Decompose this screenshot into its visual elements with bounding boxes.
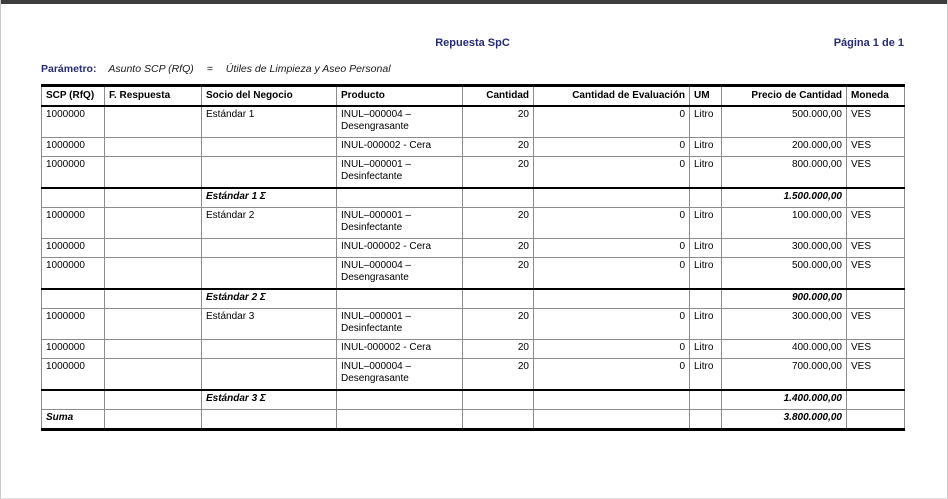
cell-cantidad: 20 xyxy=(463,208,534,239)
cell-producto xyxy=(337,390,463,410)
table-row xyxy=(42,157,905,189)
column-header-um: UM xyxy=(690,86,722,107)
cell-precio-de-cantidad: 700.000,00 xyxy=(722,359,847,391)
cell-producto: INUL–000004 – Desengrasante xyxy=(337,359,463,391)
cell-um: Litro xyxy=(690,157,722,189)
cell-cantidad-de-evaluacion: 0 xyxy=(534,340,690,359)
cell-socio-del-negocio xyxy=(202,410,337,430)
cell-socio-del-negocio xyxy=(202,157,337,189)
cell-scp-rfq: 1000000 xyxy=(42,138,105,157)
cell-cantidad-de-evaluacion: 0 xyxy=(534,208,690,239)
cell-cantidad-de-evaluacion: 0 xyxy=(534,359,690,391)
cell-socio-del-negocio: Estándar 1 Σ xyxy=(202,188,337,208)
cell-socio-del-negocio xyxy=(202,138,337,157)
table-header xyxy=(42,86,905,107)
cell-socio-del-negocio: Estándar 3 Σ xyxy=(202,390,337,410)
column-header-cantidad-de-evaluacion: Cantidad de Evaluación xyxy=(534,86,690,107)
cell-producto: INUL-000002 - Cera xyxy=(337,138,463,157)
column-header-cantidad: Cantidad xyxy=(463,86,534,107)
cell-um: Litro xyxy=(690,359,722,391)
table-row xyxy=(42,309,905,340)
cell-f-respuesta xyxy=(105,157,202,189)
cell-precio-de-cantidad: 500.000,00 xyxy=(722,258,847,290)
cell-cantidad: 20 xyxy=(463,258,534,290)
cell-scp-rfq xyxy=(42,188,105,208)
cell-moneda xyxy=(847,188,905,208)
table-row-subtotal xyxy=(42,289,905,309)
cell-cantidad: 20 xyxy=(463,157,534,189)
cell-producto: INUL-000002 - Cera xyxy=(337,239,463,258)
cell-precio-de-cantidad: 400.000,00 xyxy=(722,340,847,359)
parameter-line xyxy=(41,63,904,76)
parameter-name: Asunto SCP (RfQ) xyxy=(108,63,194,75)
cell-producto: INUL–000001 – Desinfectante xyxy=(337,157,463,189)
cell-moneda: VES xyxy=(847,106,905,138)
cell-cantidad: 20 xyxy=(463,138,534,157)
cell-cantidad: 20 xyxy=(463,359,534,391)
cell-cantidad xyxy=(463,289,534,309)
cell-precio-de-cantidad: 800.000,00 xyxy=(722,157,847,189)
cell-cantidad-de-evaluacion: 0 xyxy=(534,309,690,340)
cell-cantidad-de-evaluacion: 0 xyxy=(534,138,690,157)
column-header-precio-de-cantidad: Precio de Cantidad xyxy=(722,86,847,107)
page-indicator: Página 1 de 1 xyxy=(833,37,904,49)
cell-um: Litro xyxy=(690,106,722,138)
cell-f-respuesta xyxy=(105,208,202,239)
cell-moneda: VES xyxy=(847,340,905,359)
table-header-row xyxy=(42,86,905,107)
cell-producto: INUL–000004 – Desengrasante xyxy=(337,258,463,290)
table-row xyxy=(42,106,905,138)
cell-socio-del-negocio: Estándar 2 xyxy=(202,208,337,239)
cell-producto: INUL–000001 – Desinfectante xyxy=(337,208,463,239)
cell-scp-rfq: 1000000 xyxy=(42,258,105,290)
cell-precio-de-cantidad: 1.500.000,00 xyxy=(722,188,847,208)
table-row xyxy=(42,340,905,359)
cell-cantidad-de-evaluacion: 0 xyxy=(534,157,690,189)
cell-moneda: VES xyxy=(847,239,905,258)
cell-cantidad: 20 xyxy=(463,106,534,138)
cell-moneda xyxy=(847,390,905,410)
parameter-label: Parámetro: xyxy=(41,63,97,75)
column-header-moneda: Moneda xyxy=(847,86,905,107)
table-row xyxy=(42,208,905,239)
cell-moneda xyxy=(847,410,905,430)
cell-cantidad-de-evaluacion: 0 xyxy=(534,239,690,258)
table-row xyxy=(42,138,905,157)
cell-scp-rfq: 1000000 xyxy=(42,106,105,138)
cell-f-respuesta xyxy=(105,106,202,138)
report-title: Repuesta SpC xyxy=(435,37,510,49)
cell-producto: INUL–000001 – Desinfectante xyxy=(337,309,463,340)
column-header-scp-rfq: SCP (RfQ) xyxy=(42,86,105,107)
table-row xyxy=(42,359,905,391)
cell-scp-rfq xyxy=(42,390,105,410)
cell-socio-del-negocio: Estándar 1 xyxy=(202,106,337,138)
cell-cantidad-de-evaluacion xyxy=(534,410,690,430)
cell-producto: INUL-000002 - Cera xyxy=(337,340,463,359)
cell-um xyxy=(690,289,722,309)
cell-scp-rfq: 1000000 xyxy=(42,359,105,391)
table-row-subtotal xyxy=(42,390,905,410)
cell-um: Litro xyxy=(690,340,722,359)
cell-um: Litro xyxy=(690,309,722,340)
cell-precio-de-cantidad: 500.000,00 xyxy=(722,106,847,138)
cell-f-respuesta xyxy=(105,188,202,208)
cell-scp-rfq: 1000000 xyxy=(42,157,105,189)
table-row-total xyxy=(42,410,905,430)
cell-socio-del-negocio xyxy=(202,340,337,359)
cell-precio-de-cantidad: 1.400.000,00 xyxy=(722,390,847,410)
cell-scp-rfq xyxy=(42,289,105,309)
cell-socio-del-negocio: Estándar 3 xyxy=(202,309,337,340)
cell-precio-de-cantidad: 300.000,00 xyxy=(722,309,847,340)
cell-producto xyxy=(337,289,463,309)
cell-precio-de-cantidad: 900.000,00 xyxy=(722,289,847,309)
column-header-producto: Producto xyxy=(337,86,463,107)
cell-moneda: VES xyxy=(847,309,905,340)
cell-f-respuesta xyxy=(105,340,202,359)
cell-f-respuesta xyxy=(105,359,202,391)
cell-moneda: VES xyxy=(847,157,905,189)
cell-f-respuesta xyxy=(105,258,202,290)
column-header-socio-del-negocio: Socio del Negocio xyxy=(202,86,337,107)
table-row xyxy=(42,239,905,258)
cell-um: Litro xyxy=(690,138,722,157)
cell-socio-del-negocio xyxy=(202,359,337,391)
cell-um: Litro xyxy=(690,208,722,239)
cell-socio-del-negocio: Estándar 2 Σ xyxy=(202,289,337,309)
cell-um xyxy=(690,410,722,430)
cell-cantidad-de-evaluacion xyxy=(534,289,690,309)
cell-scp-rfq: 1000000 xyxy=(42,239,105,258)
cell-cantidad: 20 xyxy=(463,239,534,258)
parameter-operator: = xyxy=(206,63,213,75)
cell-scp-rfq: 1000000 xyxy=(42,208,105,239)
cell-producto xyxy=(337,188,463,208)
cell-scp-rfq: 1000000 xyxy=(42,309,105,340)
cell-um xyxy=(690,390,722,410)
cell-precio-de-cantidad: 100.000,00 xyxy=(722,208,847,239)
cell-precio-de-cantidad: 200.000,00 xyxy=(722,138,847,157)
cell-cantidad xyxy=(463,410,534,430)
cell-socio-del-negocio xyxy=(202,258,337,290)
cell-scp-rfq: Suma xyxy=(42,410,105,430)
cell-moneda: VES xyxy=(847,359,905,391)
cell-cantidad-de-evaluacion: 0 xyxy=(534,106,690,138)
cell-f-respuesta xyxy=(105,390,202,410)
cell-cantidad-de-evaluacion xyxy=(534,390,690,410)
cell-moneda: VES xyxy=(847,258,905,290)
cell-cantidad xyxy=(463,390,534,410)
cell-f-respuesta xyxy=(105,410,202,430)
cell-cantidad-de-evaluacion: 0 xyxy=(534,258,690,290)
cell-moneda: VES xyxy=(847,208,905,239)
cell-cantidad: 20 xyxy=(463,340,534,359)
cell-moneda: VES xyxy=(847,138,905,157)
cell-producto xyxy=(337,410,463,430)
cell-um xyxy=(690,188,722,208)
cell-cantidad: 20 xyxy=(463,309,534,340)
cell-um: Litro xyxy=(690,239,722,258)
cell-socio-del-negocio xyxy=(202,239,337,258)
parameter-value: Útiles de Limpieza y Aseo Personal xyxy=(225,63,391,75)
cell-f-respuesta xyxy=(105,289,202,309)
cell-f-respuesta xyxy=(105,239,202,258)
table-row xyxy=(42,258,905,290)
cell-cantidad xyxy=(463,188,534,208)
cell-precio-de-cantidad: 300.000,00 xyxy=(722,239,847,258)
cell-moneda xyxy=(847,289,905,309)
column-header-f-respuesta: F. Respuesta xyxy=(105,86,202,107)
cell-um: Litro xyxy=(690,258,722,290)
cell-cantidad-de-evaluacion xyxy=(534,188,690,208)
cell-producto: INUL–000004 – Desengrasante xyxy=(337,106,463,138)
cell-precio-de-cantidad: 3.800.000,00 xyxy=(722,410,847,430)
cell-f-respuesta xyxy=(105,309,202,340)
cell-f-respuesta xyxy=(105,138,202,157)
report-table xyxy=(41,84,905,431)
window-top-bar xyxy=(1,0,947,4)
report-header xyxy=(41,37,904,50)
cell-scp-rfq: 1000000 xyxy=(42,340,105,359)
table-row-subtotal xyxy=(42,188,905,208)
